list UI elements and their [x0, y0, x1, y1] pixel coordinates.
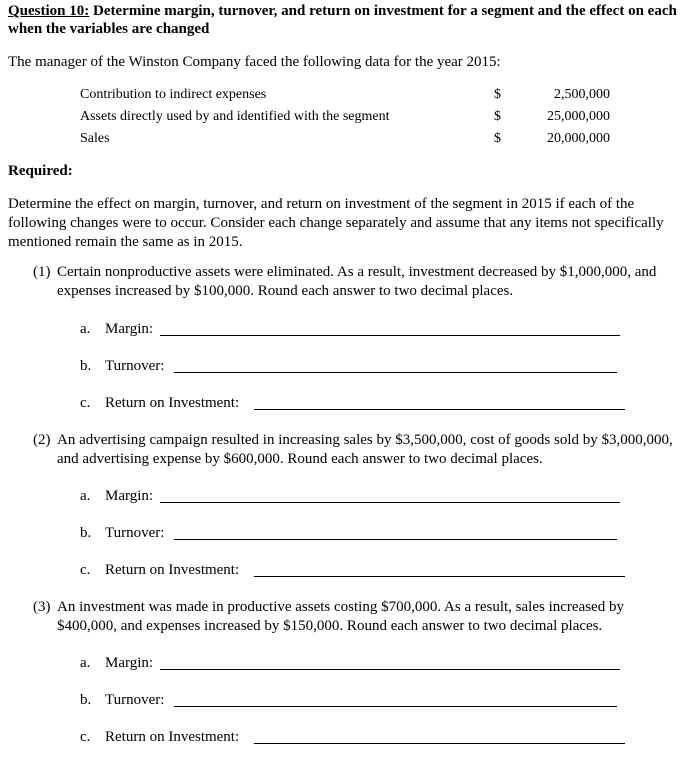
answer-label: Margin: — [105, 655, 154, 671]
answer-label: Return on Investment: — [105, 562, 240, 578]
answer-label: Return on Investment: — [105, 729, 240, 745]
data-row-label: Contribution to indirect expenses — [80, 87, 267, 102]
answer-blank-line[interactable] — [174, 706, 617, 707]
answer-blank-line[interactable] — [254, 743, 625, 744]
data-table — [80, 86, 610, 152]
question-number: Question 10: — [8, 3, 90, 19]
answer-label: Return on Investment: — [105, 395, 240, 411]
answer-letter: b. — [80, 692, 92, 708]
scenario-1 — [33, 263, 683, 301]
answer-letter: c. — [80, 395, 91, 411]
answer-blank-line[interactable] — [254, 409, 625, 410]
data-row-currency: $ — [494, 109, 501, 124]
answer-margin-2 — [80, 487, 153, 505]
answer-blank-line[interactable] — [174, 539, 617, 540]
question-title — [8, 2, 680, 38]
answer-roi-1 — [80, 394, 239, 412]
answer-label: Margin: — [105, 321, 154, 337]
intro-text: The manager of the Winston Company faced the following data for the year 2015: — [8, 54, 501, 70]
answer-letter: b. — [80, 358, 92, 374]
required-heading: Required: — [8, 163, 73, 179]
scenario-2 — [33, 431, 683, 469]
answer-letter: a. — [80, 488, 91, 504]
answer-label: Turnover: — [105, 358, 165, 374]
answer-label: Turnover: — [105, 692, 165, 708]
answer-blank-line[interactable] — [160, 335, 620, 336]
answer-turnover-2 — [80, 524, 164, 542]
data-row-currency: $ — [494, 131, 501, 146]
scenario-3 — [33, 598, 683, 636]
answer-roi-3 — [80, 728, 239, 746]
scenario-text: Certain nonproductive assets were eliminated. As a result, investment decreased by $1,000,000, and expenses increased by $100,000. Round each answer to two decimal places. — [57, 264, 657, 299]
data-row-sales — [80, 130, 610, 152]
data-row-value: 2,500,000 — [554, 87, 610, 102]
data-row-label: Assets directly used by and identified with the segment — [80, 109, 390, 124]
answer-blank-line[interactable] — [254, 576, 625, 577]
answer-blank-line[interactable] — [160, 502, 620, 503]
scenario-text: An investment was made in productive assets costing $700,000. As a result, sales increased by $400,000, and expenses increased by $150,000. Round each answer to two decimal places. — [57, 599, 624, 634]
data-row-value: 20,000,000 — [547, 131, 610, 146]
answer-blank-line[interactable] — [160, 669, 620, 670]
data-row-contribution — [80, 86, 610, 108]
data-row-currency: $ — [494, 87, 501, 102]
answer-margin-3 — [80, 654, 153, 672]
data-row-assets — [80, 108, 610, 130]
answer-margin-1 — [80, 320, 153, 338]
answer-letter: c. — [80, 562, 91, 578]
answer-letter: b. — [80, 525, 92, 541]
answer-label: Margin: — [105, 488, 154, 504]
scenario-number: (2) — [33, 432, 51, 448]
data-row-value: 25,000,000 — [547, 109, 610, 124]
data-row-label: Sales — [80, 131, 110, 146]
answer-letter: c. — [80, 729, 91, 745]
scenario-number: (3) — [33, 599, 51, 615]
scenario-number: (1) — [33, 264, 51, 280]
question-title-text: Determine margin, turnover, and return on investment for a segment and the effect on each when the variables are changed — [8, 3, 677, 37]
answer-roi-2 — [80, 561, 239, 579]
answer-letter: a. — [80, 655, 91, 671]
answer-blank-line[interactable] — [174, 372, 617, 373]
answer-turnover-1 — [80, 357, 164, 375]
answer-label: Turnover: — [105, 525, 165, 541]
answer-turnover-3 — [80, 691, 164, 709]
answer-letter: a. — [80, 321, 91, 337]
instructions-text: Determine the effect on margin, turnover, and return on investment of the segment in 2015 if each of the following changes were to occur. Consider each change separately and assume that any items not specifically mentioned remain the same as in 2015. — [8, 196, 664, 250]
scenario-text: An advertising campaign resulted in increasing sales by $3,500,000, cost of goods sold by $3,000,000, and advertising expense by $600,000. Round each answer to two decimal places. — [57, 432, 673, 467]
